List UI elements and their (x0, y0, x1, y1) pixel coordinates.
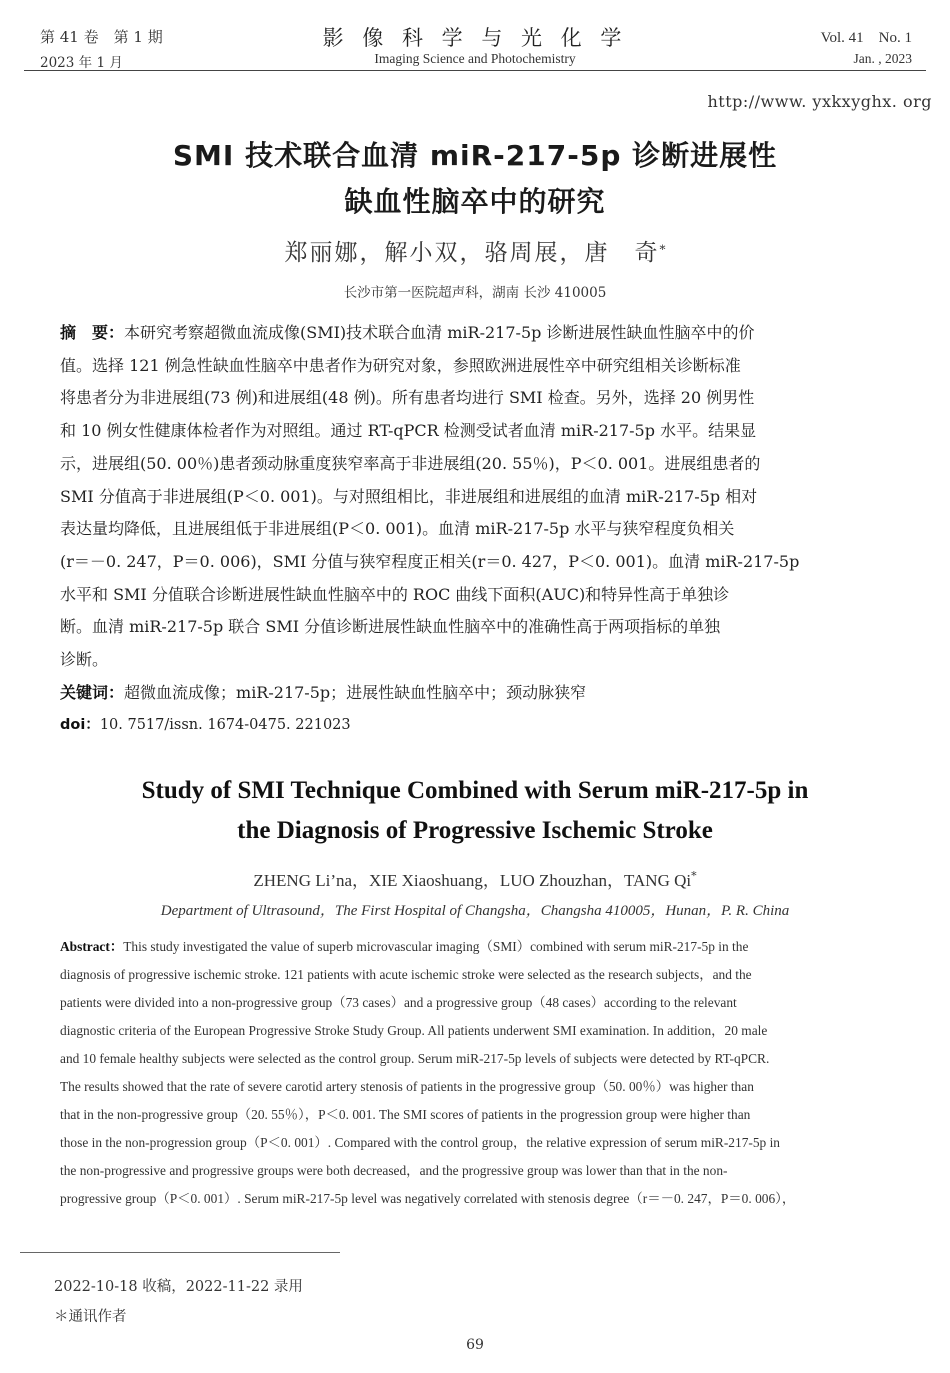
volume-issue-cn: 第 41 卷 第 1 期 (40, 28, 163, 46)
doi-value[interactable]: 10. 7517/issn. 1674-0475. 221023 (99, 717, 351, 734)
keywords-cn-label: 关键词： (60, 682, 125, 702)
abstract-cn-line: 诊断。 (60, 650, 109, 670)
abstract-cn-line: 摘 要：本研究考察超微血流成像(SMI)技术联合血清 miR-217-5p 诊断进展性缺血性脑卒中的价 (60, 323, 755, 342)
title-en-line1: Study of SMI Technique Combined with Serum miR-217-5p in (141, 777, 809, 804)
authors-cn-names: 郑丽娜，解小双，骆周展，唐 奇 (284, 240, 660, 266)
abstract-en-line: diagnostic criteria of the European Progressive Stroke Study Group. All patients underwent SMI examination. In addition，20 male (60, 1022, 768, 1038)
authors-en (0, 866, 950, 891)
doi-label: doi： (60, 717, 100, 734)
authors-cn (0, 234, 950, 267)
abstract-cn-line: 水平和 SMI 分值联合诊断进展性缺血性脑卒中的 ROC 曲线下面积(AUC)和特异性高于单独诊 (60, 584, 730, 604)
abstract-cn-line: 表达量均降低，且进展组低于非进展组(P＜0. 001)。血清 miR-217-5p 水平与狭窄程度负相关 (60, 519, 735, 539)
title-cn-line2: 缺血性脑卒中的研究 (344, 185, 606, 218)
journal-name-cn: 影 像 科 学 与 光 化 学 (322, 26, 628, 50)
abstract-cn-line: 断。血清 miR-217-5p 联合 SMI 分值诊断进展性缺血性脑卒中的准确性高于两项指标的单独 (60, 617, 721, 637)
abstract-en-line: Abstract：This study investigated the value of superb microvascular imaging（SMI）combined with serum miR-217-5p in the (60, 939, 749, 954)
abstract-en-label: Abstract： (60, 939, 124, 954)
abstract-en-line: the non-progressive and progressive groups were both decreased，and the progressive group was lower than that in the non- (60, 1162, 728, 1178)
date-en: Jan. , 2023 (853, 51, 912, 66)
affiliation-cn: 长沙市第一医院超声科，湖南 长沙 410005 (343, 285, 607, 301)
authors-en-mark: * (691, 869, 697, 883)
abstract-en-line: those in the non-progression group（P＜0. 001）. Compared with the control group，the relative expression of serum miR-217-5p in (60, 1134, 781, 1150)
journal-name-en: Imaging Science and Photochemistry (374, 51, 576, 66)
keywords-cn (60, 677, 894, 710)
affiliation-en: Department of Ultrasound，The First Hospital of Changsha，Changsha 410005，Hunan，P. R. China (160, 903, 790, 919)
doi (60, 709, 894, 742)
keywords-cn-text: 超微血流成像；miR-217-5p；进展性缺血性脑卒中；颈动脉狭窄 (124, 682, 587, 702)
abstract-en (60, 933, 894, 1213)
abstract-en-line: diagnosis of progressive ischemic stroke. 121 patients with acute ischemic stroke were selected as the research subjects，and the (60, 966, 752, 982)
header-rule (24, 70, 926, 71)
abstract-cn-line: 值。选择 121 例急性缺血性脑卒中患者作为研究对象，参照欧洲进展性卒中研究组相关诊断标准 (60, 355, 741, 375)
title-en-line2: the Diagnosis of Progressive Ischemic Stroke (237, 817, 713, 844)
volume-issue-en: Vol. 41 No. 1 (820, 30, 912, 46)
abstract-cn-line: SMI 分值高于非进展组(P＜0. 001)。与对照组相比，非进展组和进展组的血清 miR-217-5p 相对 (60, 486, 758, 506)
footnote-rule (20, 1252, 340, 1253)
title-cn-line1: SMI 技术联合血清 miR-217-5p 诊断进展性 (172, 139, 778, 172)
received-date: 2022-10-18 收稿，2022-11-22 录用 (54, 1279, 303, 1295)
corresponding-author-note: ＊通讯作者 (54, 1309, 127, 1325)
abstract-cn-line: 和 10 例女性健康体检者作为对照组。通过 RT-qPCR 检测受试者血清 miR-217-5p 水平。结果显 (60, 421, 757, 441)
abstract-en-line: that in the non-progressive group（20. 55％），P＜0. 001. The SMI scores of patients in the progression group were higher than (60, 1106, 751, 1122)
journal-url[interactable]: http://www. yxkxyghx. org (707, 92, 932, 111)
page-number: 69 (466, 1337, 484, 1353)
abstract-en-line: progressive group（P＜0. 001）. Serum miR-217-5p level was negatively correlated with stenosis degree（r＝－0. 247，P＝0. 006）， (60, 1190, 796, 1206)
abstract-cn-line: 示，进展组(50. 00％)患者颈动脉重度狭窄率高于非进展组(20. 55％)，P＜0. 001。进展组患者的 (60, 453, 761, 473)
abstract-cn-line: 将患者分为非进展组(73 例)和进展组(48 例)。所有患者均进行 SMI 检查。另外，选择 20 例男性 (60, 388, 755, 408)
abstract-en-line: patients were divided into a non-progressive group（73 cases）and a progressive group（48 cases）according to the relevant (60, 994, 737, 1010)
abstract-cn-line: (r＝－0. 247，P＝0. 006)，SMI 分值与狭窄程度正相关(r＝0. 427，P＜0. 001)。血清 miR-217-5p (60, 551, 800, 571)
date-cn: 2023 年 1 月 (40, 55, 123, 71)
authors-cn-mark: * (659, 242, 666, 257)
authors-en-names: ZHENG Li’na，XIE Xiaoshuang，LUO Zhouzhan，TANG Qi (253, 871, 692, 890)
abstract-en-line: and 10 female healthy subjects were selected as the control group. Serum miR-217-5p levels of subjects were detected by RT-qPCR. (60, 1050, 770, 1066)
abstract-cn-label: 摘 要： (60, 323, 125, 342)
abstract-en-line: The results showed that the rate of severe carotid artery stenosis of patients in the progressive group（50. 00％）was higher than (60, 1078, 754, 1094)
abstract-cn (60, 317, 894, 742)
